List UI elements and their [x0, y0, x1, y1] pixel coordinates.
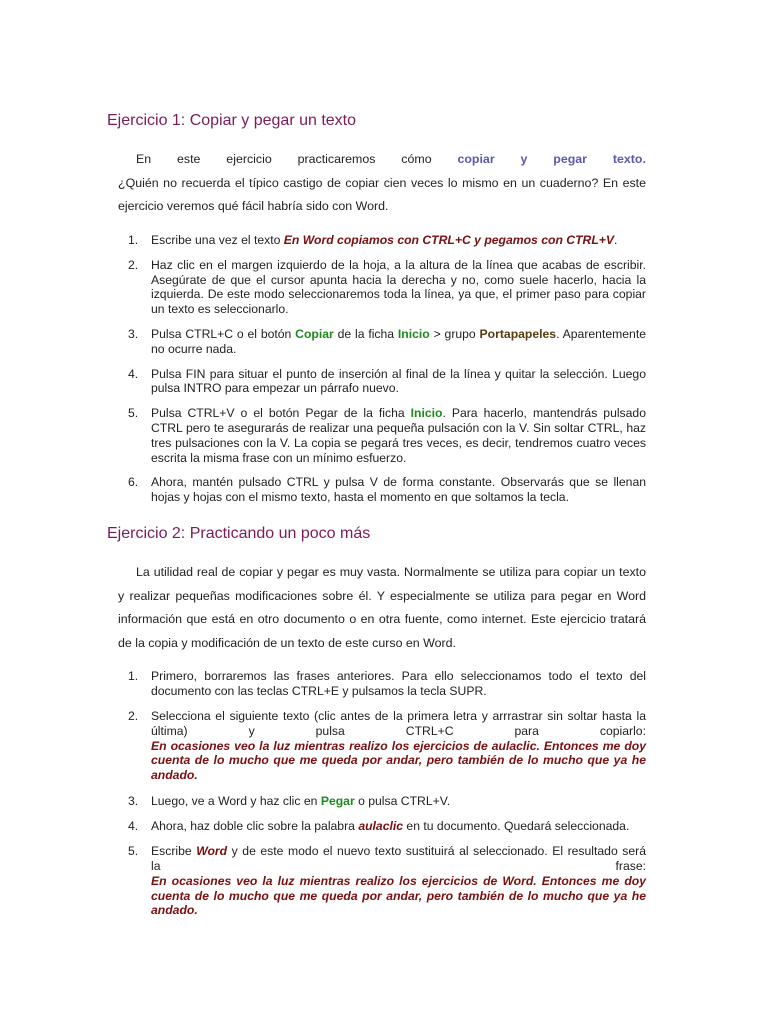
word-pegar: pegar — [553, 152, 588, 166]
list-item: 2. Haz clic en el margen izquierdo de la hoja, a la altura de la línea que acabas de escribir. Asegúrate de que el cursor apunta hacia la derecha y no, como suele hacerlo, hacia la izquierda. De este modo seleccionaremos toda la línea, ya que, el primer paso para copiar un texto es seleccionarlo. — [128, 257, 646, 317]
exercise-2-steps — [128, 669, 646, 929]
list-item: 4. Ahora, haz doble clic sobre la palabra aulaclic en tu documento. Quedará seleccionada. — [128, 818, 630, 833]
list-item: 5. Pulsa CTRL+V o el botón Pegar de la ficha Inicio. Para hacerlo, mantendrás pulsado CTRL pero te asegurarás de realizar una pequeña pulsación con la V. Sin soltar CTRL, haz tres pulsaciones con la V. La copia se pegará tres veces, es decir, tendremos cuatro veces escrita la misma frase con un mínimo esfuerzo. — [128, 406, 646, 465]
list-item: 1. Escribe una vez el texto En Word copiamos con CTRL+C y pegamos con CTRL+V. — [128, 233, 618, 247]
result-text: En ocasiones veo la luz mientras realizo los ejercicios de Word. Entonces me doy cuenta de lo mucho que me queda por andar, pero también de lo mucho que ya he andado. — [151, 873, 646, 918]
sample-text: En ocasiones veo la luz mientras realizo los ejercicios de aulaclic. Entonces me doy cuenta de lo mucho que me queda por andar, pero también de lo mucho que ya he andado. — [151, 738, 646, 783]
list-item: 5. Escribe Word y de este modo el nuevo texto sustituirá al seleccionado. El resultado será la frase: En ocasiones veo la luz mientras realizo los ejercicios de Word. Entonces me doy cuenta de lo mucho que me queda por andar, pero también de lo mucho que ya he andado. — [128, 844, 646, 918]
word-copiar: copiar — [457, 152, 495, 166]
exercise-2-intro: La utilidad real de copiar y pegar es muy vasta. Normalmente se utiliza para copiar un texto y realizar pequeñas modificaciones sobre él. Y especialmente se utiliza para pegar en Word información que está en otro documento o en otra fuente, como internet. Este ejercicio tratará de la copia y modificación de un texto de este curso en Word. — [118, 565, 646, 650]
intro-rest: ¿Quién no recuerda el típico castigo de copiar cien veces lo mismo en un cuaderno? En este ejercicio veremos qué fácil habría sido con Word. — [118, 175, 646, 213]
intro-first-line: En este ejercicio practicaremos cómo copiar y pegar texto. — [118, 148, 646, 172]
list-item: 3. Pulsa CTRL+C o el botón Copiar de la ficha Inicio > grupo Portapapeles. Aparentemente no ocurre nada. — [128, 326, 646, 356]
list-item: 6. Ahora, mantén pulsado CTRL y pulsa V de forma constante. Observarás que se llenan hojas y hojas con el mismo texto, hasta el momento en que soltamos la tecla. — [128, 475, 646, 505]
list-item: 2. Selecciona el siguiente texto (clic antes de la primera letra y arrrastrar sin soltar hasta la última) y pulsa CTRL+C para copiarlo: En ocasiones veo la luz mientras realizo los ejercicios de aulaclic. Entonces me doy cuenta de lo mucho que me queda por andar, pero también de lo mucho que ya he andado. — [128, 709, 646, 783]
word-texto: texto. — [612, 152, 646, 166]
list-item: 1. Primero, borraremos las frases anteriores. Para ello seleccionamos todo el texto del documento con las teclas CTRL+E y pulsamos la tecla SUPR. — [128, 669, 646, 698]
exercise-1-intro — [118, 148, 646, 219]
exercise-2-title: Ejercicio 2: Practicando un poco más — [107, 525, 371, 542]
list-item: 4. Pulsa FIN para situar el punto de inserción al final de la línea y quitar la selección. Luego pulsa INTRO para empezar un párrafo nuevo. — [128, 366, 646, 396]
list-item: 3. Luego, ve a Word y haz clic en Pegar o pulsa CTRL+V. — [128, 793, 451, 808]
exercise-1-title: Ejercicio 1: Copiar y pegar un texto — [107, 112, 357, 129]
exercise-1-steps — [128, 233, 646, 515]
